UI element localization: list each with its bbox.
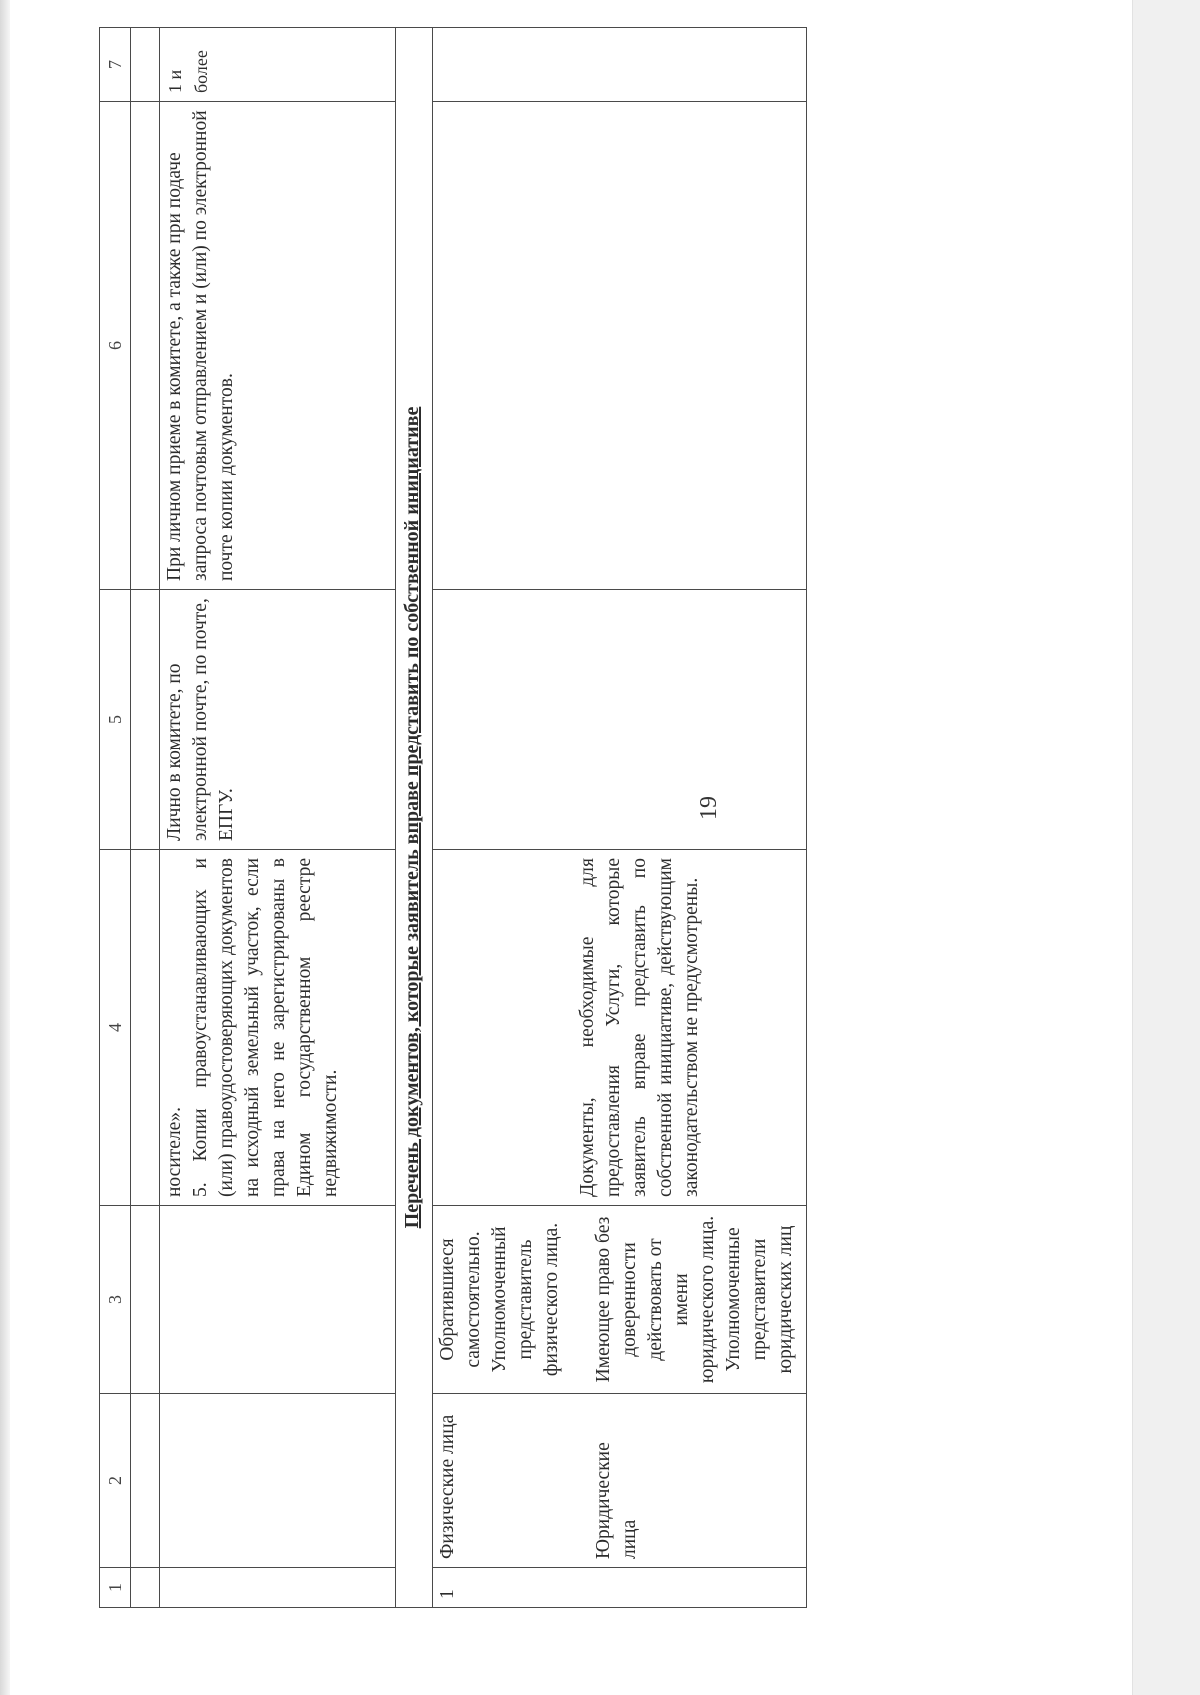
continuation-text: носителе». bbox=[164, 1107, 186, 1197]
table-cell bbox=[433, 590, 807, 850]
table-cell bbox=[131, 590, 160, 850]
document-form-cell: При личном приеме в комитете, а также при подаче запроса почтовым отправлением и (или) по электронной почте копии документов. bbox=[160, 102, 395, 590]
table-cell bbox=[131, 1568, 160, 1608]
table-cell bbox=[433, 28, 807, 102]
submission-method-cell: Лично в комитете, по электронной почте, по почте, ЕПГУ. bbox=[160, 590, 395, 850]
document-item-5: 5. Копии правоустанавливающих и (или) правоудостоверяющих документов на исходный земельный участок, если права на него не зарегистрированы в Едином государственном реестре недвижимости. bbox=[190, 858, 342, 1197]
column-number-row bbox=[100, 28, 131, 1608]
table-cell bbox=[131, 28, 160, 102]
table-cell bbox=[131, 1394, 160, 1568]
column-number: 6 bbox=[100, 102, 131, 590]
table-cell bbox=[131, 102, 160, 590]
required-documents-cell bbox=[160, 850, 395, 1206]
quantity-cell: 1 и более bbox=[160, 28, 395, 102]
optional-documents-cell bbox=[433, 850, 807, 1206]
table-cell bbox=[131, 850, 160, 1206]
applicant-group-legal: Имеющее право без доверенности действовать от имени юридического лица. Уполномоченные представители юридических лиц bbox=[593, 1215, 796, 1384]
column-number: 7 bbox=[100, 28, 131, 102]
page-number: 19 bbox=[696, 796, 722, 820]
column-number: 1 bbox=[100, 1568, 131, 1608]
table-cell bbox=[131, 1206, 160, 1394]
scan-edge-right bbox=[1132, 0, 1200, 1695]
column-number: 2 bbox=[100, 1394, 131, 1568]
category-physical: Физические лица bbox=[437, 1414, 458, 1559]
category-legal: Юридические лица bbox=[593, 1442, 640, 1559]
scan-edge-left bbox=[0, 0, 10, 1695]
column-number: 5 bbox=[100, 590, 131, 850]
table-row bbox=[160, 28, 395, 1608]
row-number-cell: 1 bbox=[433, 1568, 807, 1608]
table-cell bbox=[160, 1206, 395, 1394]
table-row bbox=[433, 28, 807, 1608]
optional-documents-text: Документы, необходимые для предоставления Услуги, которые заявитель вправе представить по собственной инициативе, действующим законодательством не предусмотрены. bbox=[577, 858, 702, 1197]
applicant-category-cell bbox=[433, 1394, 807, 1568]
section-heading-row bbox=[395, 28, 432, 1608]
documents-table bbox=[99, 27, 807, 1608]
section-title: Перечень документов, которые заявитель вправе представить по собственной инициативе bbox=[395, 28, 432, 1608]
applicant-type-cell bbox=[433, 1206, 807, 1394]
table-cell bbox=[433, 102, 807, 590]
column-number: 4 bbox=[100, 850, 131, 1206]
rotated-page bbox=[99, 8, 799, 1608]
table-cell bbox=[160, 1568, 395, 1608]
applicant-group-physical: Обратившиеся самостоятельно. Уполномоченный представитель физического лица. bbox=[437, 1222, 562, 1377]
spacer-row bbox=[131, 28, 160, 1608]
column-number: 3 bbox=[100, 1206, 131, 1394]
table-cell bbox=[160, 1394, 395, 1568]
